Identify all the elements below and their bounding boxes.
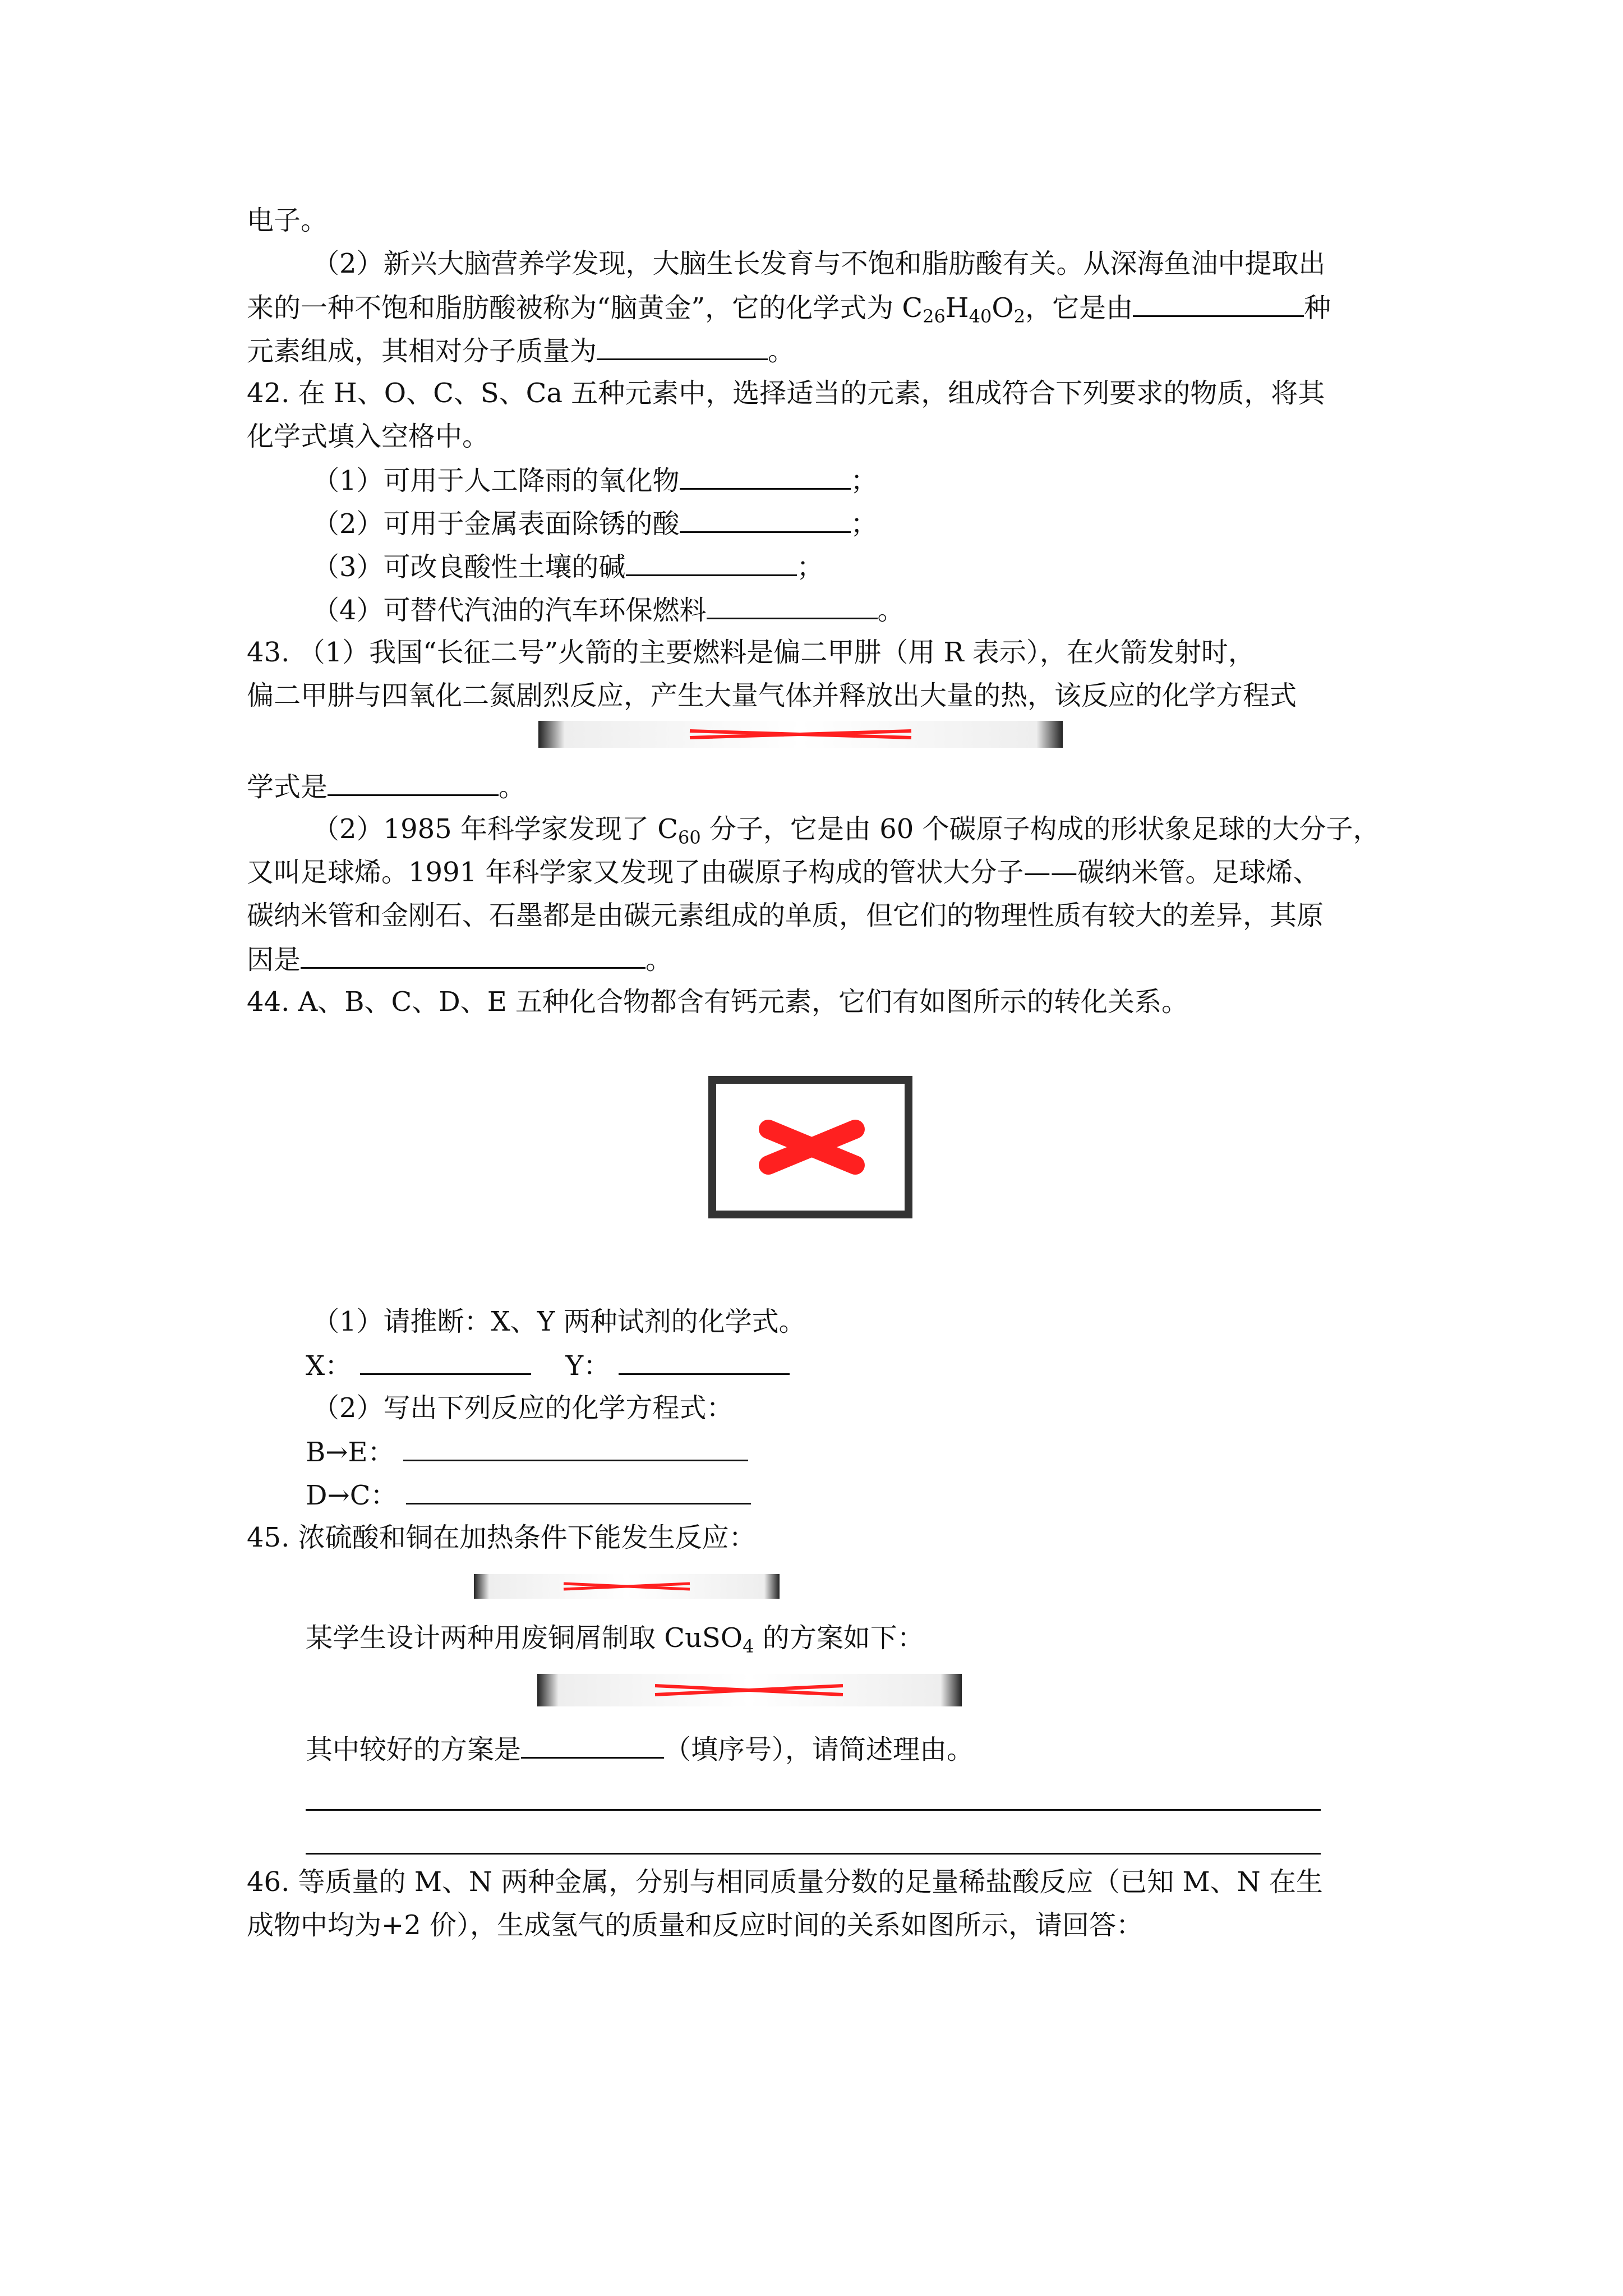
- text: ；: [850, 508, 878, 540]
- answer-blank[interactable]: [301, 939, 645, 969]
- answer-blank[interactable]: [680, 460, 851, 490]
- text: 来的一种不饱和脂肪酸被称为“脑黄金”，它的化学式为 C: [247, 292, 923, 324]
- text-line: [247, 287, 1331, 326]
- text: B→E：: [306, 1437, 395, 1468]
- text-line: 电子。: [247, 205, 328, 236]
- text: 某学生设计两种用废铜屑制取 CuSO: [306, 1622, 743, 1654]
- text-line: 碳纳米管和金刚石、石墨都是由碳元素组成的单质，但它们的物理性质有较大的差异，其原: [247, 900, 1324, 931]
- text: （2）可用于金属表面除锈的酸: [312, 508, 680, 540]
- question-42: 42. 在 H、O、C、S、Ca 五种元素中，选择适当的元素，组成符合下列要求的物质，将其: [247, 378, 1325, 409]
- text-line: [312, 546, 824, 586]
- answer-blank[interactable]: [680, 503, 851, 533]
- text-line: [312, 460, 878, 499]
- text-line: [306, 1432, 748, 1471]
- subscript: 26: [923, 306, 946, 327]
- answer-blank[interactable]: [626, 546, 797, 576]
- answer-blank[interactable]: [406, 1475, 751, 1504]
- text-line: （2）新兴大脑营养学发现，大脑生长发育与不饱和脂肪酸有关。从深海鱼油中提取出: [312, 248, 1326, 279]
- text-line: [247, 330, 795, 370]
- text: 分子，它是由 60 个碳原子构成的形状象足球的大分子，: [700, 813, 1380, 845]
- text: 元素组成，其相对分子质量为: [247, 335, 597, 367]
- answer-line[interactable]: [306, 1809, 1321, 1811]
- text-line: （1）请推断：X、Y 两种试剂的化学式。: [312, 1306, 806, 1337]
- text: 学式是: [247, 771, 328, 803]
- text-line: [306, 1618, 924, 1658]
- text-line: 化学式填入空格中。: [247, 421, 490, 452]
- text-line: [306, 1345, 790, 1384]
- question-44: 44. A、B、C、D、E 五种化合物都含有钙元素，它们有如图所示的转化关系。: [247, 986, 1189, 1018]
- text-line: [306, 1475, 751, 1514]
- answer-blank[interactable]: [521, 1729, 664, 1759]
- missing-diagram-placeholder: [707, 1074, 914, 1220]
- x-answer-blank[interactable]: [360, 1345, 531, 1375]
- text: H: [945, 292, 969, 324]
- answer-blank[interactable]: [1133, 287, 1304, 317]
- missing-image-placeholder: [474, 1574, 780, 1599]
- text: （2）1985 年科学家发现了 C: [312, 813, 678, 845]
- answer-blank[interactable]: [597, 330, 768, 360]
- text-line: [312, 590, 905, 629]
- text: ，它是由: [1025, 292, 1133, 324]
- answer-blank[interactable]: [328, 766, 499, 796]
- text: D→C：: [306, 1480, 398, 1511]
- text: 因是: [247, 944, 301, 976]
- answer-line[interactable]: [306, 1853, 1321, 1855]
- text: 。: [768, 335, 795, 367]
- text: （4）可替代汽油的汽车环保燃料: [312, 595, 707, 626]
- subscript: 4: [743, 1636, 754, 1657]
- question-43: 43. （1）我国“长征二号”火箭的主要燃料是偏二甲肼（用 R 表示），在火箭发射时，: [247, 637, 1255, 668]
- text-line: [312, 503, 878, 542]
- missing-image-placeholder: [538, 721, 1063, 748]
- text: 。: [877, 595, 905, 626]
- text: Y：: [565, 1350, 611, 1382]
- text: 。: [645, 944, 673, 976]
- text: 种: [1304, 292, 1331, 324]
- text: 其中较好的方案是: [306, 1734, 522, 1765]
- text-line: [247, 939, 672, 978]
- text-line: 成物中均为+2 价），生成氢气的质量和反应时间的关系如图所示，请回答：: [247, 1910, 1144, 1941]
- text: （填序号），请简述理由。: [664, 1734, 974, 1765]
- text-line: 偏二甲肼与四氧化二氮剧烈反应，产生大量气体并释放出大量的热，该反应的化学方程式: [247, 680, 1297, 711]
- question-45: 45. 浓硫酸和铜在加热条件下能发生反应：: [247, 1522, 756, 1553]
- text: 的方案如下：: [754, 1622, 924, 1654]
- text-line: [247, 766, 525, 806]
- missing-image-placeholder: [537, 1674, 962, 1706]
- answer-blank[interactable]: [707, 590, 878, 619]
- text: 。: [499, 771, 526, 803]
- y-answer-blank[interactable]: [619, 1345, 790, 1375]
- text: X：: [306, 1350, 352, 1382]
- answer-blank[interactable]: [403, 1432, 748, 1461]
- text-line: （2）写出下列反应的化学方程式：: [312, 1392, 734, 1424]
- text-line: [312, 809, 1380, 849]
- text: （1）可用于人工降雨的氧化物: [312, 465, 680, 496]
- subscript: 60: [677, 827, 701, 848]
- text-line: [306, 1729, 974, 1768]
- question-46: 46. 等质量的 M、N 两种金属，分别与相同质量分数的足量稀盐酸反应（已知 M、N 在生: [247, 1866, 1323, 1898]
- subscript: 2: [1013, 306, 1026, 327]
- text: ；: [796, 551, 824, 583]
- subscript: 40: [969, 306, 992, 327]
- text: O: [992, 292, 1014, 324]
- text: （3）可改良酸性土壤的碱: [312, 551, 626, 583]
- text: ；: [850, 465, 878, 496]
- text-line: 又叫足球烯。1991 年科学家又发现了由碳原子构成的管状大分子——碳纳米管。足球烯、: [247, 857, 1320, 888]
